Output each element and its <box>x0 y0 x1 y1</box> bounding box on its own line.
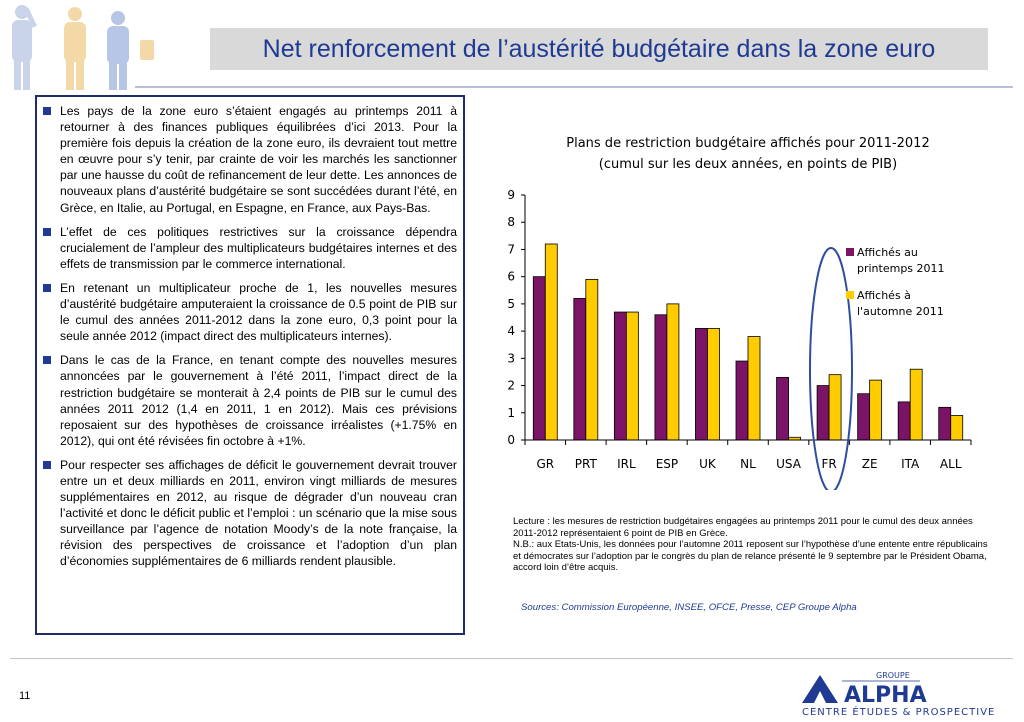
y-tick-label: 1 <box>507 405 515 420</box>
bar-autumn-fr <box>829 375 841 440</box>
y-tick-label: 9 <box>507 188 515 202</box>
fr-highlight-ellipse <box>810 248 852 490</box>
bar-spring-prt <box>574 298 586 440</box>
austerity-bar-chart <box>505 120 985 490</box>
page-number: 11 <box>19 690 31 702</box>
bullet-item <box>43 103 457 216</box>
y-tick-label: 2 <box>507 378 515 393</box>
x-tick-label-ita: ITA <box>901 457 920 471</box>
bullet-text: Pour respecter ses affichages de déficit le gouvernement devrait trouver entre un et deux milliards en 2011, environ vingt milliards de mesures supplémentaires en 2012, au risque de dégrader d’un nouveau cran l’activité et donc le déficit public et l’emploi : un scénario que la mise sous surveillance par l’agence de notation Moody’s de la note française, la révision des perspectives de croissance et l’adoption d’un plan d’économies supplémentaires de 6 milliards rendent plausible. <box>60 457 457 569</box>
bar-autumn-esp <box>667 304 679 440</box>
logo-group-word: GROUPE <box>876 671 910 680</box>
bullet-square-icon <box>43 461 51 469</box>
bullet-text: Les pays de la zone euro s’étaient engagés au printemps 2011 à retourner à des finances publiques équilibrées d’ici 2013. Pour la première fois depuis la création de la zone euro, ils devraient tout mettre en œuvre pour s’y tenir, par crainte de voir les marchés les sanctionner par une hausse du coût de refinancement de leur dette. Les annonces de nouveaux plans d’austérité budgétaire se sont succédées durant l’été, en Grèce, en Italie, au Portugal, en Espagne, en France, aux Pays-Bas. <box>60 104 457 215</box>
legend-label-spring: Affichés au printemps 2011 <box>857 246 945 275</box>
y-tick-label: 8 <box>507 215 515 230</box>
bar-spring-nl <box>736 361 748 440</box>
bullet-item <box>43 457 457 570</box>
x-tick-label-irl: IRL <box>617 457 636 471</box>
legend-label-autumn: Affichés à l'automne 2011 <box>857 289 944 318</box>
footer-divider <box>10 658 1013 659</box>
nb-note: N.B.: aux Etats-Unis, les données pour l’automne 2011 reposent sur l’hypothèse d’une entente entre républicains et démocrates sur l’adoption par le congrès du plan de relance présenté le 9 septembre par le Président Obama, accord loin d’être acquis. <box>513 539 988 574</box>
chart-legend <box>846 246 945 318</box>
title-divider <box>135 86 1013 88</box>
y-tick-label: 6 <box>507 269 515 284</box>
bar-spring-irl <box>614 312 626 440</box>
bar-spring-ze <box>858 394 870 440</box>
bar-spring-uk <box>695 328 707 440</box>
bar-autumn-uk <box>707 328 719 440</box>
bullet-item <box>43 352 457 449</box>
x-tick-label-nl: NL <box>740 457 756 471</box>
bar-spring-gr <box>533 277 545 440</box>
logo-name: ALPHA <box>844 683 927 708</box>
chart-notes <box>513 516 988 574</box>
x-tick-label-usa: USA <box>776 457 801 471</box>
bar-spring-all <box>939 407 951 440</box>
x-tick-label-gr: GR <box>536 457 555 471</box>
bar-spring-ita <box>898 402 910 440</box>
chart-subtitle: (cumul sur les deux années, en points de PIB) <box>598 157 898 172</box>
x-tick-label-uk: UK <box>699 457 716 471</box>
y-tick-label: 4 <box>507 324 515 339</box>
bullet-square-icon <box>43 356 51 364</box>
bar-autumn-nl <box>748 337 760 440</box>
legend-swatch-spring <box>846 248 854 256</box>
bullet-text: Dans le cas de la France, en tenant compte des nouvelles mesures annoncées par le gouvernement à l’été 2011, l’impact direct de la restriction budgétaire se monterait à 2,4 points de PIB sur le cumul des années 2011 2012 (1,4 en 2011, 1 en 2012). Mais ces prévisions reposaient sur des hypothèses de croissance irréalistes (+1.75% en 2012), qui ont été révisées fin octobre à +1%. <box>60 353 457 448</box>
bar-autumn-all <box>951 416 963 441</box>
alpha-triangle-icon <box>802 675 838 703</box>
logo-tagline: CENTRE ÉTUDES & PROSPECTIVE <box>802 707 996 718</box>
y-tick-label: 3 <box>507 351 515 366</box>
bullet-text: En retenant un multiplicateur proche de 1, les nouvelles mesures d’austérité budgétaire amputeraient la croissance de 0.5 point de PIB sur le cumul des années 2011-2012 dans la zone euro, 0,3 point pour la seule année 2012 (impact direct des multiplicateurs internes). <box>60 280 457 344</box>
lecture-note: Lecture : les mesures de restriction budgétaires engagées au printemps 2011 pour le cumul des deux années 2011-2012 représentaient 6 point de PIB en Grèce. <box>513 516 973 539</box>
slide-title: Net renforcement de l’austérité budgétaire dans la zone euro <box>262 34 936 63</box>
x-tick-label-ze: ZE <box>861 457 878 471</box>
legend-swatch-autumn <box>846 291 854 299</box>
business-people-illustration <box>0 0 200 95</box>
x-tick-label-fr: FR <box>821 457 837 471</box>
x-tick-label-all: ALL <box>939 457 962 471</box>
bar-autumn-prt <box>586 279 598 440</box>
bullet-item <box>43 280 457 344</box>
bullet-square-icon <box>43 107 51 115</box>
bar-spring-usa <box>777 377 789 440</box>
bullet-text-box <box>35 95 465 635</box>
bar-autumn-ita <box>910 369 922 440</box>
x-tick-label-prt: PRT <box>574 457 597 471</box>
sources-line: Sources: Commission Européenne, INSEE, OFCE, Presse, CEP Groupe Alpha <box>521 602 857 613</box>
bar-spring-esp <box>655 315 667 440</box>
bar-autumn-gr <box>545 244 557 440</box>
bullet-square-icon <box>43 228 51 236</box>
x-tick-label-esp: ESP <box>655 457 679 471</box>
bar-autumn-ze <box>870 380 882 440</box>
y-tick-label: 5 <box>507 296 515 311</box>
groupe-alpha-logo <box>800 667 1015 719</box>
bullet-square-icon <box>43 284 51 292</box>
title-banner <box>210 28 988 70</box>
y-tick-label: 7 <box>507 242 515 257</box>
bar-autumn-irl <box>626 312 638 440</box>
chart-title: Plans de restriction budgétaire affichés pour 2011-2012 <box>566 136 930 151</box>
bullet-item <box>43 224 457 272</box>
bullet-text: L’effet de ces politiques restrictives sur la croissance dépendra crucialement de l’ampleur des multiplicateurs budgétaires internes et des effets de transmission par le commerce international. <box>60 224 457 271</box>
y-tick-label: 0 <box>507 433 515 447</box>
bar-spring-fr <box>817 386 829 440</box>
